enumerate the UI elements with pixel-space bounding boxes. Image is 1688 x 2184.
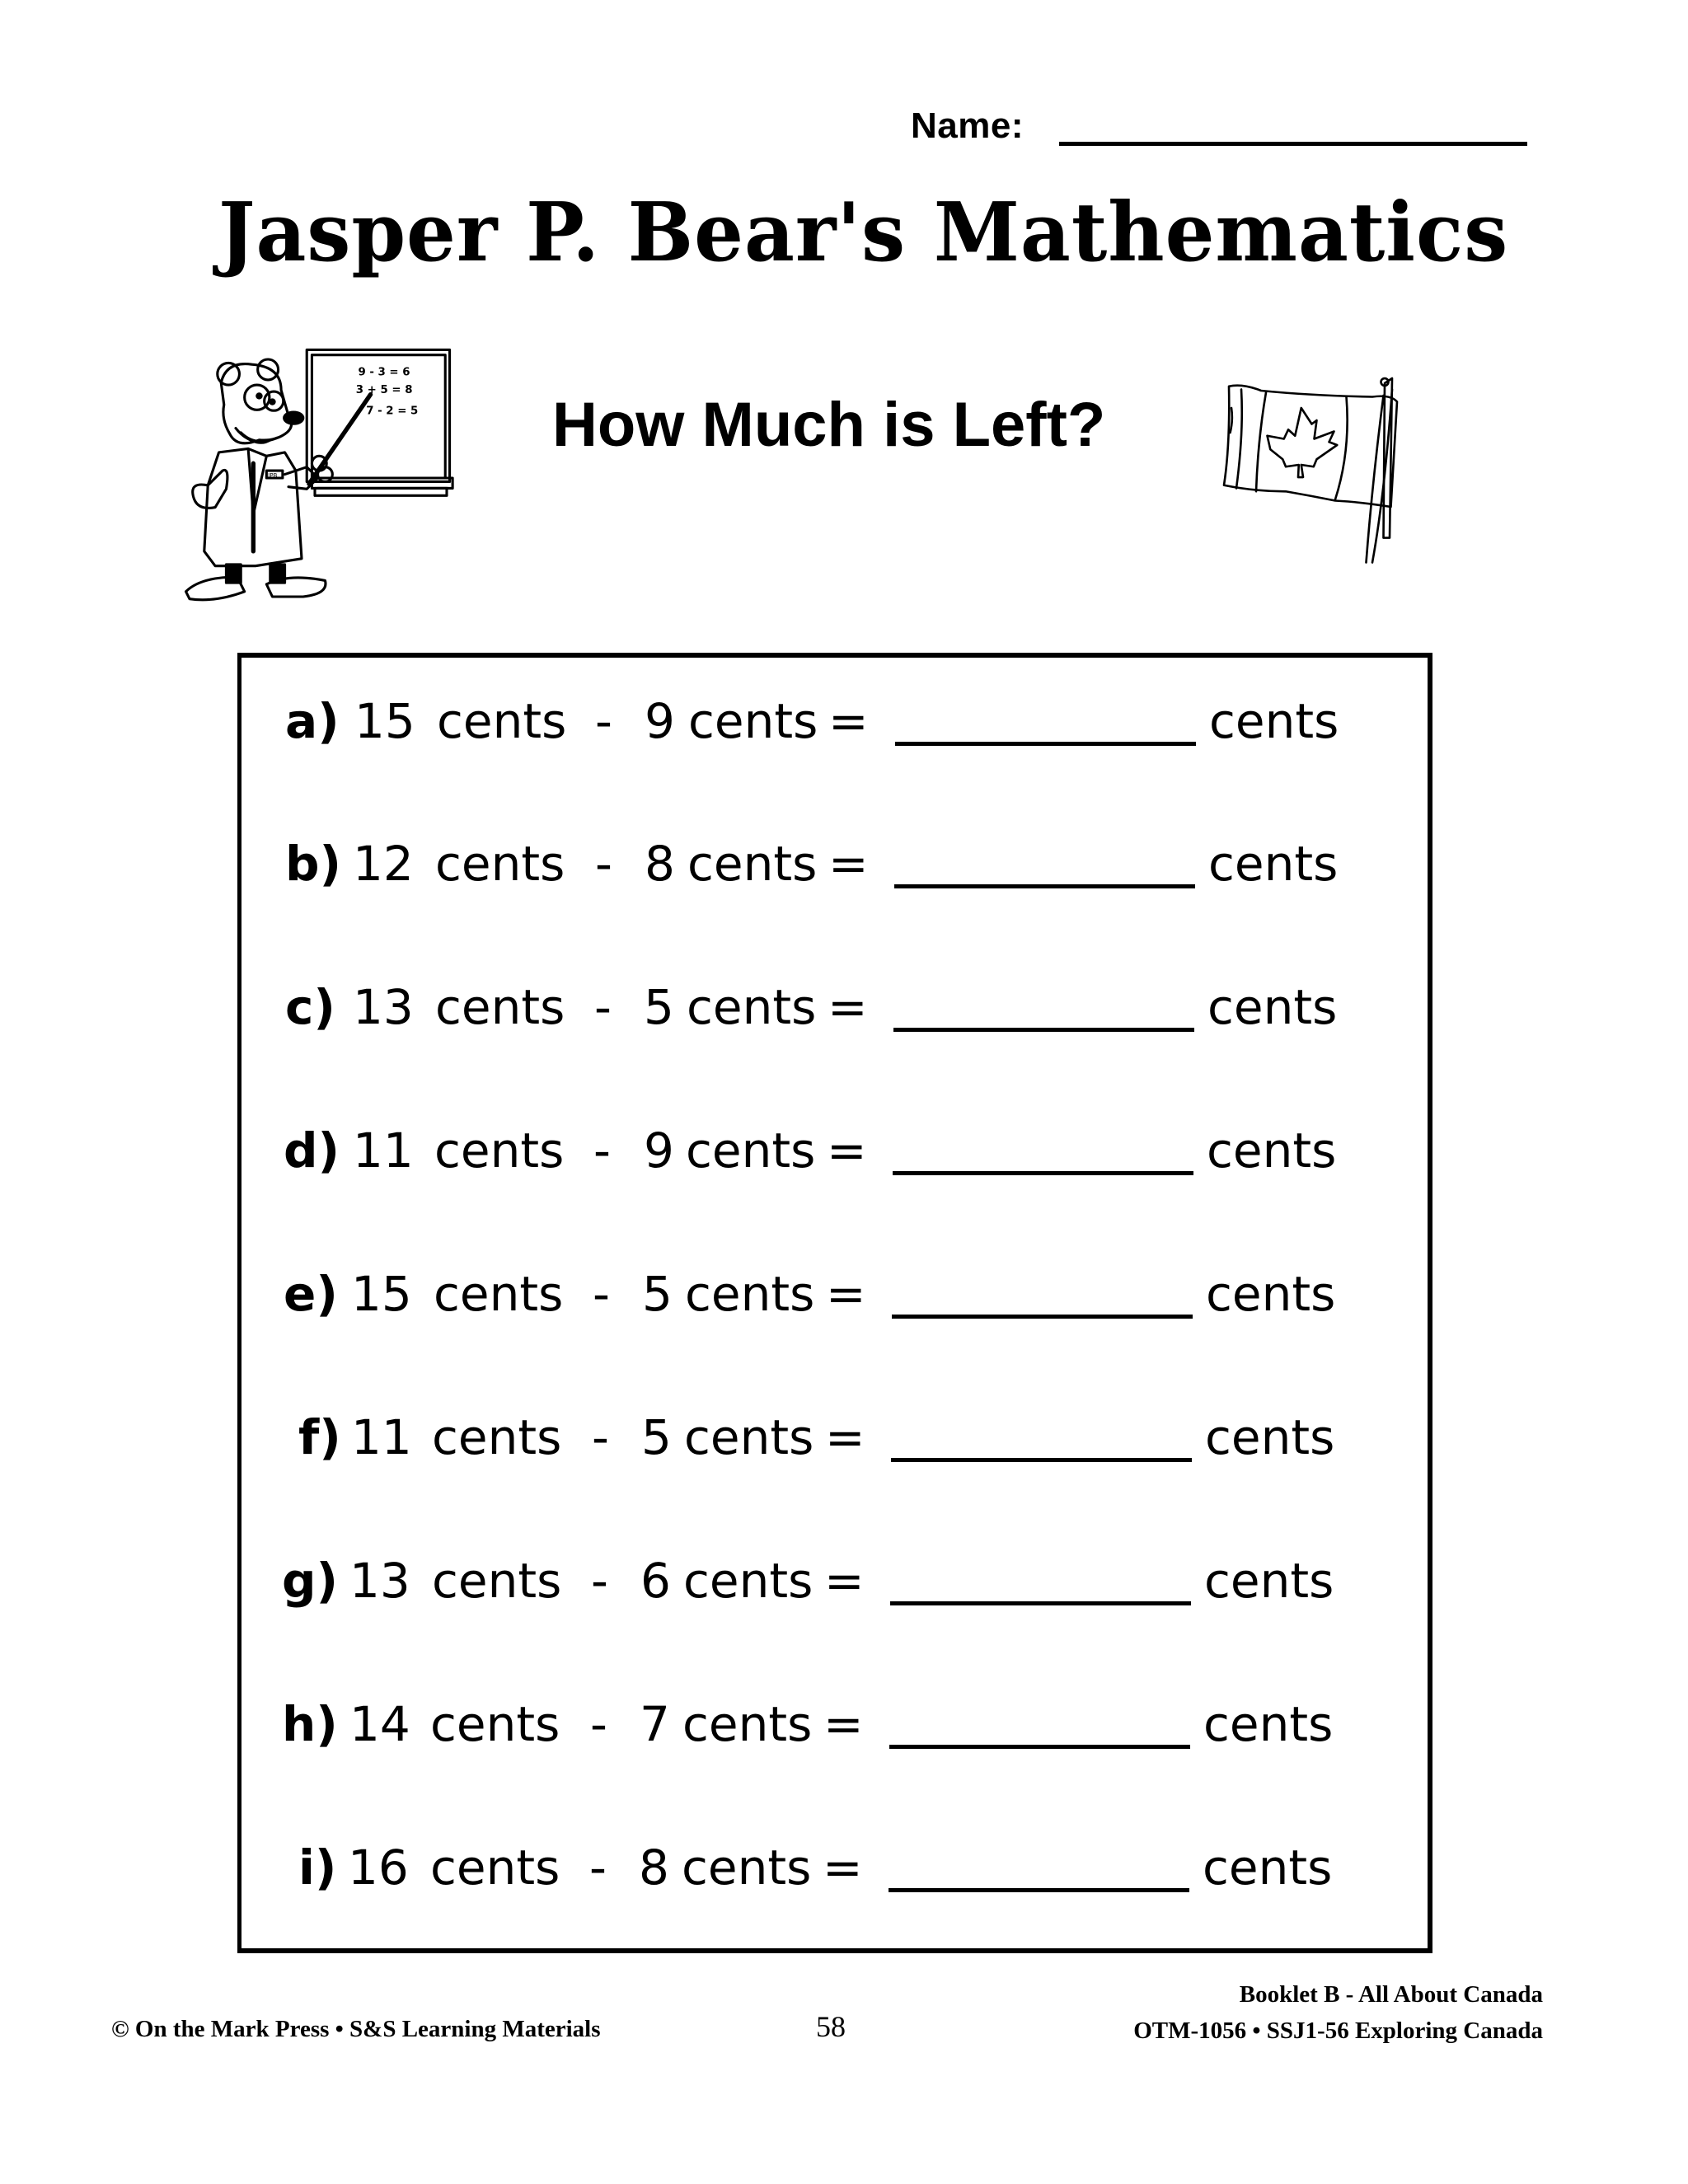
answer-line-i[interactable]	[889, 1888, 1189, 1892]
svg-text:JPB: JPB	[268, 471, 278, 480]
worksheet-subtitle: How Much is Left?	[552, 390, 1106, 460]
teacher-bear-icon	[157, 326, 486, 630]
footer-copyright: © On the Mark Press • S&S Learning Materials	[111, 2016, 601, 2042]
subtrahend: 5	[641, 1409, 672, 1465]
unit: cents	[684, 1409, 814, 1465]
subtrahend: 8	[645, 836, 675, 892]
problem-letter: d)	[284, 1122, 340, 1179]
svg-text:9 - 3 = 6: 9 - 3 = 6	[358, 366, 410, 379]
answer-line-e[interactable]	[892, 1315, 1193, 1319]
svg-text:3 + 5 = 8: 3 + 5 = 8	[355, 383, 413, 396]
unit: cents	[682, 1696, 813, 1752]
unit: cents	[686, 1122, 816, 1179]
name-label: Name:	[911, 105, 1024, 146]
minuend: 16	[348, 1840, 409, 1896]
answer-line-g[interactable]	[890, 1601, 1191, 1605]
subtrahend: 7	[640, 1696, 670, 1752]
minus-sign: -	[595, 693, 612, 749]
minus-sign: -	[595, 836, 612, 892]
subtrahend: 5	[644, 979, 674, 1035]
minuend: 11	[353, 1122, 414, 1179]
answer-line-b[interactable]	[894, 884, 1195, 888]
equals-sign: =	[826, 1266, 866, 1322]
minus-sign: -	[593, 1122, 611, 1179]
minuend: 11	[351, 1409, 412, 1465]
unit: cents	[1205, 1409, 1335, 1465]
answer-line-d[interactable]	[893, 1171, 1193, 1175]
unit: cents	[430, 1696, 560, 1752]
minuend: 13	[353, 979, 414, 1035]
name-input-line[interactable]	[1059, 142, 1527, 146]
answer-line-h[interactable]	[889, 1745, 1190, 1749]
unit: cents	[682, 1840, 812, 1896]
problem-letter: f)	[298, 1409, 341, 1465]
minuend: 14	[349, 1696, 410, 1752]
minuend: 15	[354, 693, 415, 749]
svg-text:7 - 2 = 5: 7 - 2 = 5	[366, 405, 419, 418]
equals-sign: =	[823, 1840, 863, 1896]
minuend: 12	[353, 836, 414, 892]
unit: cents	[687, 979, 817, 1035]
equals-sign: =	[824, 1553, 865, 1609]
answer-line-f[interactable]	[891, 1458, 1192, 1462]
unit: cents	[1209, 693, 1339, 749]
unit: cents	[432, 1553, 562, 1609]
unit: cents	[1207, 979, 1338, 1035]
unit: cents	[435, 979, 565, 1035]
problem-letter: a)	[285, 693, 340, 749]
page-title: Jasper P. Bear's Mathematics	[218, 185, 1509, 280]
answer-line-a[interactable]	[895, 742, 1196, 746]
subtrahend: 5	[642, 1266, 673, 1322]
unit: cents	[435, 836, 565, 892]
answer-line-c[interactable]	[893, 1028, 1194, 1032]
problem-letter: h)	[282, 1696, 338, 1752]
unit: cents	[432, 1409, 562, 1465]
problem-letter: i)	[298, 1840, 337, 1896]
problem-letter: b)	[285, 836, 342, 892]
minus-sign: -	[593, 1266, 610, 1322]
equals-sign: =	[828, 693, 869, 749]
subtrahend: 8	[639, 1840, 669, 1896]
unit: cents	[1204, 1553, 1334, 1609]
equals-sign: =	[823, 1696, 864, 1752]
minuend: 13	[349, 1553, 410, 1609]
minus-sign: -	[591, 1553, 608, 1609]
unit: cents	[688, 693, 818, 749]
unit: cents	[430, 1840, 560, 1896]
equals-sign: =	[828, 836, 869, 892]
unit: cents	[437, 693, 567, 749]
unit: cents	[1208, 836, 1339, 892]
page-number: 58	[816, 2010, 846, 2043]
problem-letter: g)	[282, 1553, 339, 1609]
equals-sign: =	[825, 1409, 865, 1465]
subtrahend: 9	[644, 1122, 674, 1179]
minus-sign: -	[590, 1696, 607, 1752]
minuend: 15	[351, 1266, 412, 1322]
minus-sign: -	[592, 1409, 609, 1465]
equals-sign: =	[827, 1122, 867, 1179]
unit: cents	[434, 1266, 564, 1322]
equals-sign: =	[828, 979, 868, 1035]
minus-sign: -	[589, 1840, 607, 1896]
minus-sign: -	[594, 979, 612, 1035]
footer-booklet: Booklet B - All About Canada	[1239, 1981, 1543, 2008]
problem-letter: e)	[284, 1266, 338, 1322]
canada-flag-icon	[1187, 334, 1434, 593]
unit: cents	[434, 1122, 565, 1179]
unit: cents	[687, 836, 818, 892]
footer-product-code: OTM-1056 • SSJ1-56 Exploring Canada	[1133, 2018, 1543, 2044]
problem-letter: c)	[285, 979, 335, 1035]
unit: cents	[1207, 1122, 1337, 1179]
unit: cents	[683, 1553, 814, 1609]
unit: cents	[1206, 1266, 1336, 1322]
unit: cents	[685, 1266, 815, 1322]
subtrahend: 6	[640, 1553, 671, 1609]
unit: cents	[1203, 1696, 1334, 1752]
subtrahend: 9	[645, 693, 675, 749]
unit: cents	[1203, 1840, 1333, 1896]
